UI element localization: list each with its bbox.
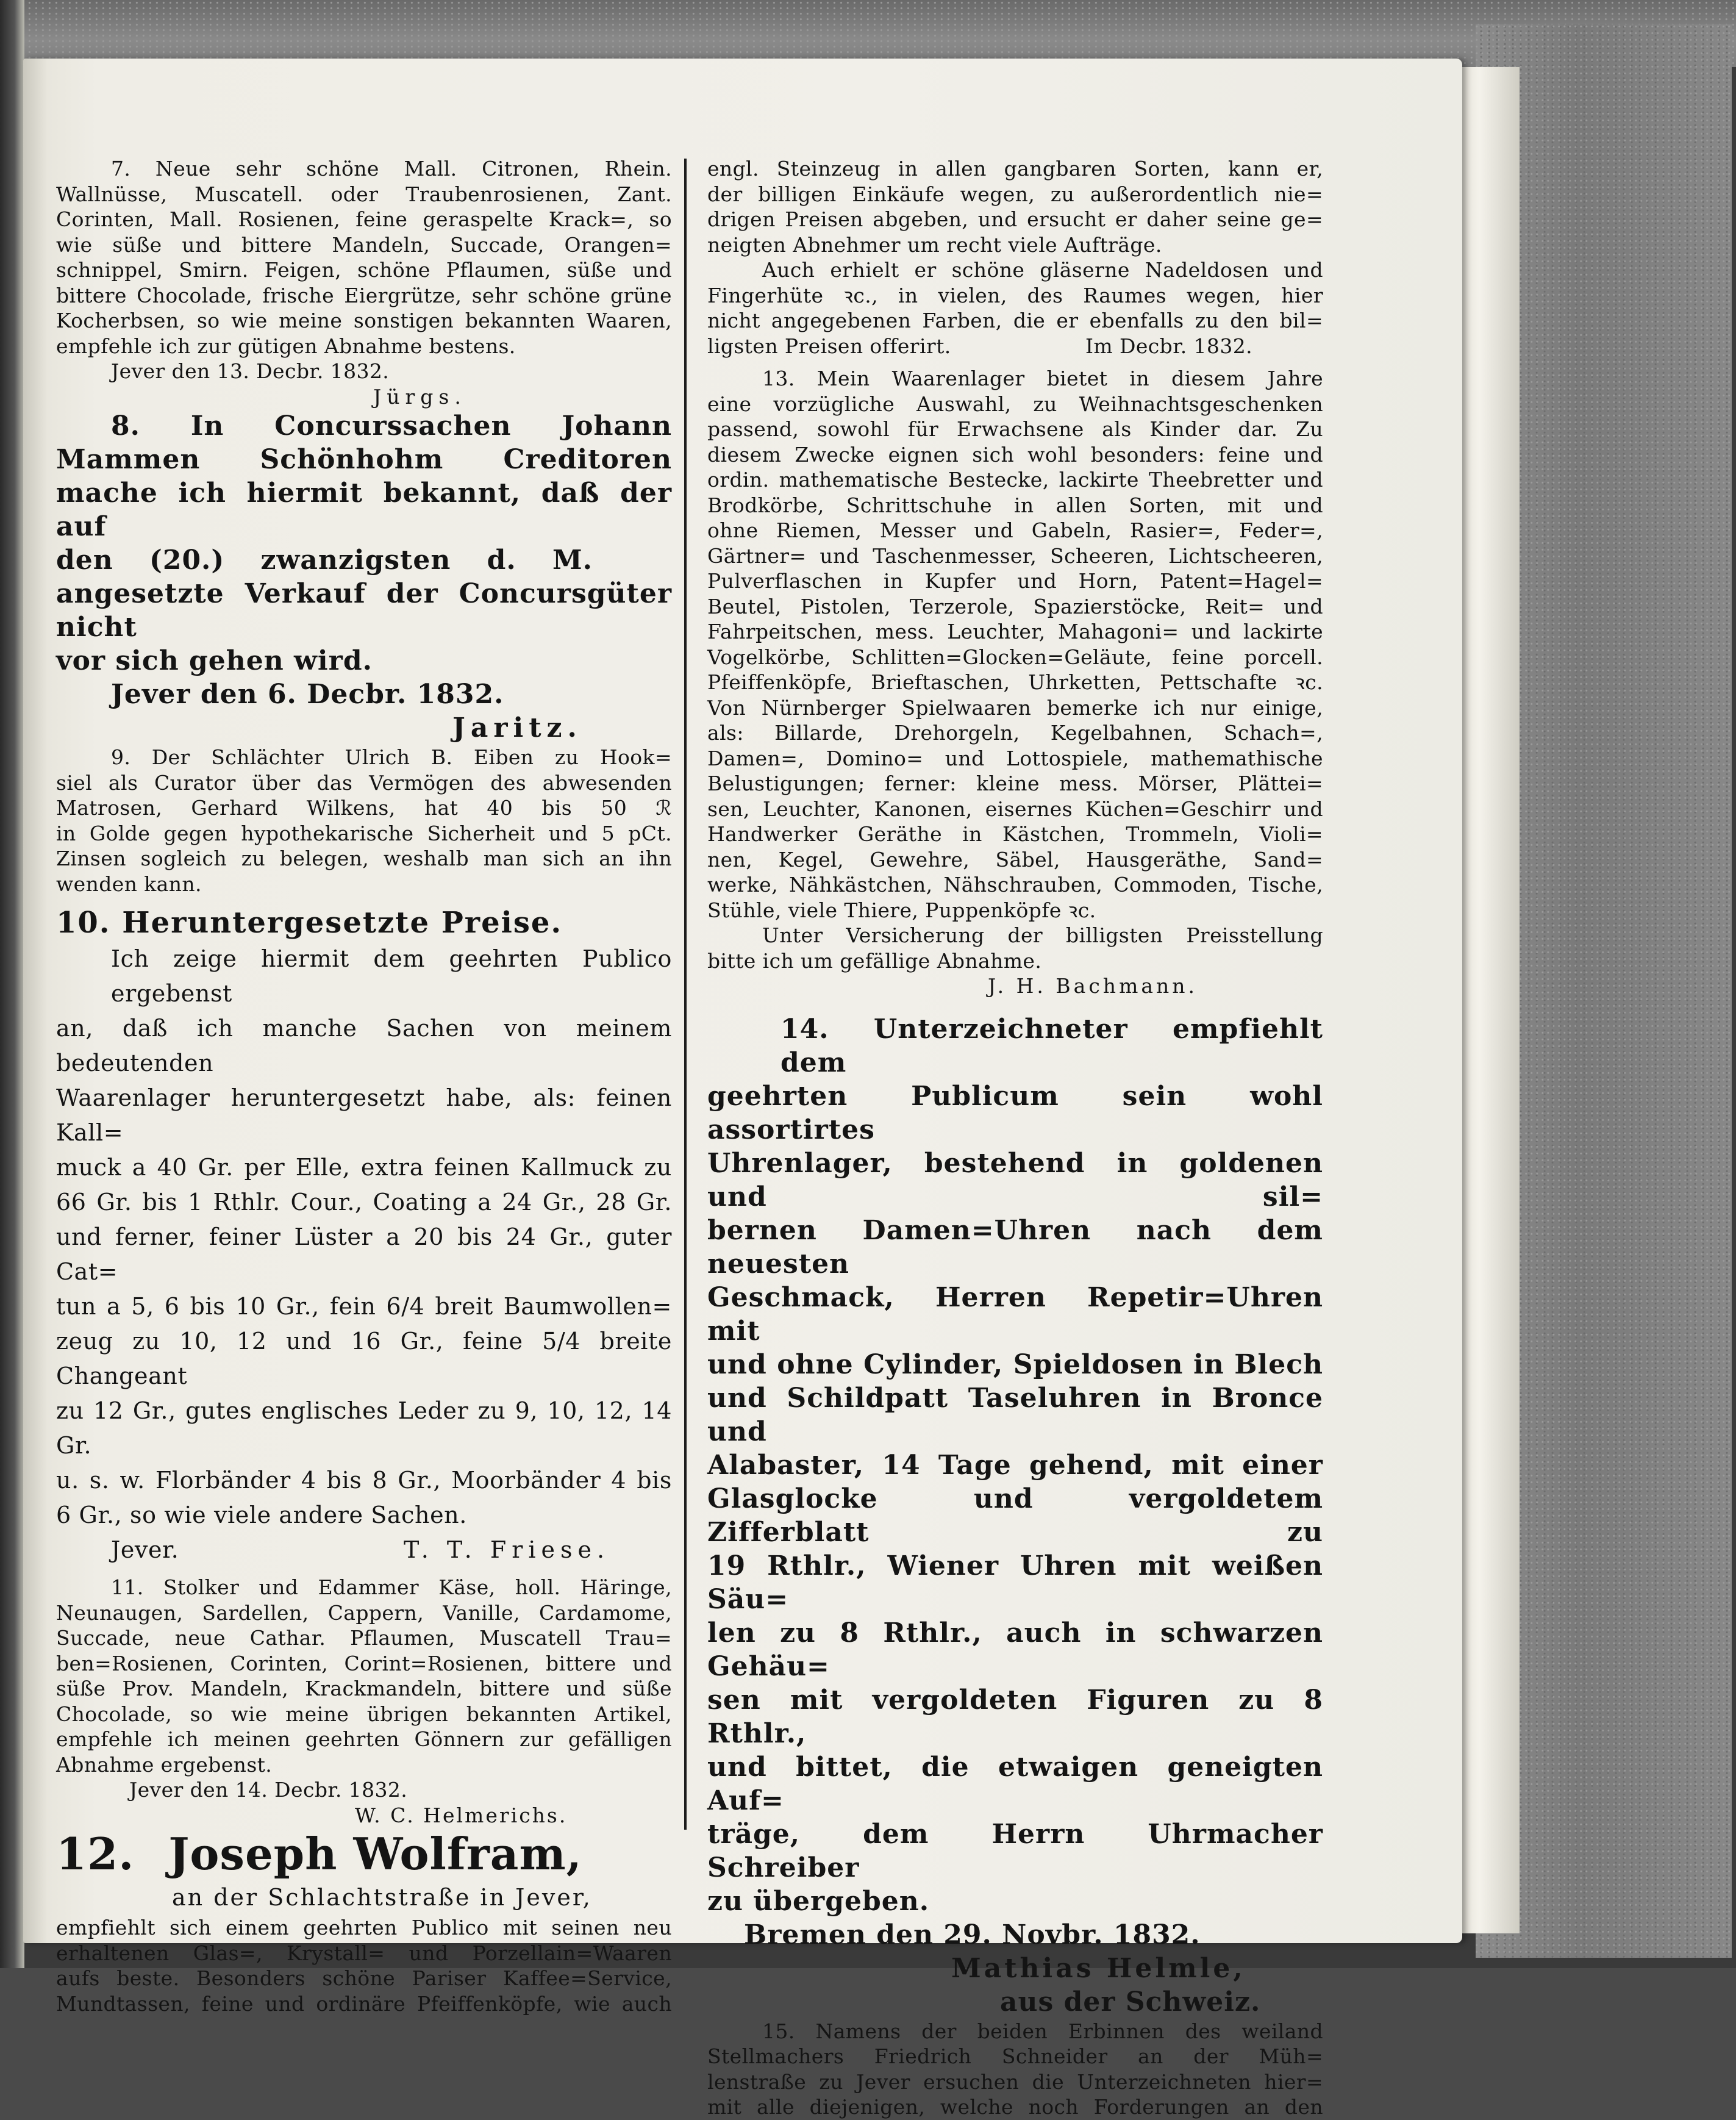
text-line: empfehle ich zur gütigen Abnahme bestens. bbox=[56, 334, 516, 358]
text-line: nen, Kegel, Gewehre, Säbel, Hausgeräthe, Sand= bbox=[707, 847, 1323, 872]
text-line: süße Prov. Mandeln, Krackmandeln, bittere und süße bbox=[56, 1677, 672, 1700]
text-line: mache ich hiermit bekannt, daß der auf bbox=[56, 478, 672, 542]
notice-7 bbox=[56, 156, 672, 409]
notice-date: Jever den 13. Decbr. 1832. bbox=[111, 359, 390, 383]
notice-date: Jever den 14. Decbr. 1832. bbox=[129, 1778, 408, 1802]
text-line: Succade, neue Cathar. Pflaumen, Muscatell Trau= bbox=[56, 1626, 672, 1650]
notice-signature: W. C. Helmerichs. bbox=[355, 1803, 568, 1827]
text-line: 8. In Concurssachen Johann bbox=[111, 410, 672, 442]
text-line: Pfeiffenköpfe, Brieftaschen, Uhrketten, Pettschafte ꝛc. bbox=[707, 670, 1323, 694]
notice-14 bbox=[707, 1012, 1323, 2019]
text-line: Alabaster, 14 Tage gehend, mit einer bbox=[707, 1449, 1323, 1481]
text-line: Fahrpeitschen, mess. Leuchter, Mahagoni= und lackirte bbox=[707, 620, 1323, 643]
text-line: 66 Gr. bis 1 Rthlr. Cour., Coating a 24 Gr., 28 Gr. bbox=[56, 1189, 672, 1216]
text-line: zu 12 Gr., gutes englisches Leder zu 9, 10, 12, 14 Gr. bbox=[56, 1397, 672, 1459]
text-line: len zu 8 Rthlr., auch in schwarzen Gehäu= bbox=[707, 1617, 1323, 1682]
text-line: diesem Zwecke eignen sich wohl besonders: feine und bbox=[707, 442, 1323, 467]
text-line: Damen=, Domino= und Lottospiele, mathemathische bbox=[707, 746, 1323, 770]
text-line: sen mit vergoldeten Figuren zu 8 Rthlr., bbox=[707, 1684, 1323, 1749]
notice-footer bbox=[707, 334, 1323, 359]
right-column bbox=[707, 156, 1323, 2120]
text-line: empfiehlt sich einem geehrten Publico mit seinen neu bbox=[56, 1916, 672, 1939]
notice-10 bbox=[56, 904, 672, 1567]
text-line: ohne Riemen, Messer und Gabeln, Rasier=, Feder=, bbox=[707, 518, 1323, 542]
text-line: als: Billarde, Drehorgeln, Kegelbahnen, Schach=, bbox=[707, 721, 1323, 745]
text-line: neigten Abnehmer um recht viele Aufträge. bbox=[707, 232, 1162, 257]
notice-signature: Jaritz. bbox=[452, 712, 582, 743]
text-line: Waarenlager heruntergesetzt habe, als: feinen Kall= bbox=[56, 1084, 672, 1146]
text-line: träge, dem Herrn Uhrmacher Schreiber bbox=[707, 1818, 1323, 1883]
text-line: eine vorzügliche Auswahl, zu Weihnachtsgeschenken bbox=[707, 392, 1323, 416]
text-line: geehrten Publicum sein wohl assortirtes bbox=[707, 1080, 1323, 1145]
text-line: Corinten, Mall. Rosienen, feine geraspelte Krack=, so bbox=[56, 207, 672, 231]
notice-heading: 10. Heruntergesetzte Preise. bbox=[56, 906, 563, 940]
notice-heading bbox=[56, 1828, 672, 1880]
text-line: Handwerker Geräthe in Kästchen, Trommeln, Violi= bbox=[707, 822, 1323, 846]
text-line: 13. Mein Waarenlager bietet in diesem Jahre bbox=[762, 367, 1323, 390]
text-line: Brodkörbe, Schrittschuhe in allen Sorten, mit und bbox=[707, 493, 1323, 517]
text-line: Fingerhüte ꝛc., in vielen, des Raumes wegen, hier bbox=[707, 283, 1323, 307]
text-line: Unter Versicherung der billigsten Preisstellung bbox=[762, 923, 1323, 947]
text-line: in Golde gegen hypothekarische Sicherheit und 5 pCt. bbox=[56, 821, 672, 845]
text-line: Mundtassen, feine und ordinäre Pfeiffenköpfe, wie auch bbox=[56, 1991, 672, 2016]
text-line: 7. Neue sehr schöne Mall. Citronen, Rhein. bbox=[111, 157, 672, 181]
text-line: wenden kann. bbox=[56, 872, 202, 896]
text-line: Matrosen, Gerhard Wilkens, hat 40 bis 50 ℛ bbox=[56, 796, 672, 820]
text-line: der billigen Einkäufe wegen, zu außerordentlich nie= bbox=[707, 182, 1323, 206]
text-line: nicht angegebenen Farben, die er ebenfalls zu den bil= bbox=[707, 309, 1323, 332]
text-line: Zinsen sogleich zu belegen, weshalb man sich an ihn bbox=[56, 847, 672, 870]
notice-11 bbox=[56, 1575, 672, 1828]
text-line: und ferner, feiner Lüster a 20 bis 24 Gr., guter Cat= bbox=[56, 1223, 672, 1285]
notice-date: Jever den 6. Decbr. 1832. bbox=[111, 679, 504, 710]
text-line: 14. Unterzeichneter empfiehlt dem bbox=[780, 1013, 1323, 1078]
text-line: bernen Damen=Uhren nach dem neuesten bbox=[707, 1214, 1323, 1280]
text-line: engl. Steinzeug in allen gangbaren Sorten, kann er, bbox=[707, 157, 1323, 181]
text-line: Chocolade, so wie meine übrigen bekannten Artikel, bbox=[56, 1702, 672, 1726]
text-line: ordin. mathematische Bestecke, lackirte Theebretter und bbox=[707, 468, 1323, 492]
text-line: Stellmachers Friedrich Schneider an der Müh= bbox=[707, 2044, 1323, 2068]
text-line: und Schildpatt Taseluhren in Bronce und bbox=[707, 1382, 1323, 1447]
text-line: 19 Rthlr., Wiener Uhren mit weißen Säu= bbox=[707, 1550, 1323, 1615]
text-line: passend, sowohl für Erwachsene als Kinder dar. Zu bbox=[707, 417, 1323, 441]
text-line: lenstraße zu Jever ersuchen die Unterzeichneten hier= bbox=[707, 2069, 1323, 2094]
advertiser-name: Joseph Wolfram, bbox=[168, 1828, 582, 1880]
text-line: wie süße und bittere Mandeln, Succade, Orangen= bbox=[56, 232, 672, 257]
text-line: bittere Chocolade, frische Eiergrütze, sehr schöne grüne bbox=[56, 283, 672, 307]
text-line: erhaltenen Glas=, Krystall= und Porzellain=Waaren bbox=[56, 1941, 672, 1965]
left-column bbox=[56, 156, 672, 2016]
text-line: schnippel, Smirn. Feigen, schöne Pflaumen, süße und bbox=[56, 258, 672, 282]
notice-12-continued bbox=[707, 156, 1323, 359]
text-line: angesetzte Verkauf der Concursgüter nicht bbox=[56, 578, 672, 643]
text-line: Glasglocke und vergoldetem Zifferblatt zu bbox=[707, 1483, 1323, 1548]
text-line: Abnahme ergebenst. bbox=[56, 1752, 273, 1777]
text-line: Neunaugen, Sardellen, Cappern, Vanille, Cardamome, bbox=[56, 1600, 672, 1625]
notice-signature: Mathias Helmle, bbox=[951, 1952, 1246, 1984]
text-line: Pulverflaschen in Kupfer und Horn, Patent=Hagel= bbox=[707, 569, 1323, 593]
text-line: an, daß ich manche Sachen von meinem bedeutenden bbox=[56, 1015, 672, 1076]
text-line: aufs beste. Besonders schöne Pariser Kaffee=Service, bbox=[56, 1966, 672, 1990]
notice-place: Jever. bbox=[111, 1536, 179, 1563]
notice-number: 12. bbox=[56, 1828, 135, 1880]
text-line: Von Nürnberger Spielwaaren bemerke ich nur einige, bbox=[707, 695, 1323, 720]
text-line: empfehle ich meinen geehrten Gönnern zur gefälligen bbox=[56, 1727, 672, 1751]
text-line: Wallnüsse, Muscatell. oder Traubenrosienen, Zant. bbox=[56, 182, 672, 206]
notice-signature-origin: aus der Schweiz. bbox=[1000, 1986, 1261, 2018]
text-line: den (20.) zwanzigsten d. M. bbox=[56, 545, 593, 576]
text-line: zu übergeben. bbox=[707, 1885, 930, 1917]
notice-8 bbox=[56, 409, 672, 745]
notice-signature: J. H. Bachmann. bbox=[988, 974, 1198, 998]
text-line: Belustigungen; ferner: kleine mess. Mörser, Plättei= bbox=[707, 772, 1323, 795]
notice-date: Bremen den 29. Novbr. 1832. bbox=[744, 1919, 1201, 1950]
text-line: ben=Rosienen, Corinten, Corint=Rosienen, bittere und bbox=[56, 1651, 672, 1675]
text-line: zeug zu 10, 12 und 16 Gr., feine 5/4 breite Changeant bbox=[56, 1328, 672, 1389]
text-line: mit alle diejenigen, welche noch Forderungen an den bbox=[707, 2095, 1323, 2119]
text-line: ligsten Preisen offerirt. bbox=[707, 334, 951, 358]
text-line: muck a 40 Gr. per Elle, extra feinen Kallmuck zu bbox=[56, 1154, 672, 1181]
advertiser-address: an der Schlachtstraße in Jever, bbox=[172, 1884, 592, 1911]
notice-signature: Jürgs. bbox=[373, 384, 466, 409]
text-line: Ich zeige hiermit dem geehrten Publico ergebenst bbox=[111, 945, 672, 1007]
text-line: Vogelkörbe, Schlitten=Glocken=Geläute, feine porcell. bbox=[707, 645, 1323, 669]
text-line: Auch erhielt er schöne gläserne Nadeldosen und bbox=[762, 258, 1323, 282]
text-line: tun a 5, 6 bis 10 Gr., fein 6/4 breit Baumwollen= bbox=[56, 1293, 672, 1320]
text-line: Geschmack, Herren Repetir=Uhren mit bbox=[707, 1281, 1323, 1347]
text-line: Gärtner= und Taschenmesser, Scheeren, Lichtscheeren, bbox=[707, 543, 1323, 568]
text-line: 11. Stolker und Edammer Käse, holl. Häringe, bbox=[111, 1575, 672, 1599]
notice-signature: T. T. Friese. bbox=[404, 1536, 610, 1563]
text-line: 15. Namens der beiden Erbinnen des weiland bbox=[762, 2019, 1323, 2043]
text-line: werke, Nähkästchen, Nähschrauben, Commoden, Tische, bbox=[707, 873, 1323, 897]
text-line: 6 Gr., so wie viele andere Sachen. bbox=[56, 1502, 467, 1528]
notice-9 bbox=[56, 745, 672, 897]
text-line: sen, Leuchter, Kanonen, eisernes Küchen=Geschirr und bbox=[707, 797, 1323, 821]
text-line: u. s. w. Florbänder 4 bis 8 Gr., Moorbänder 4 bis bbox=[56, 1467, 672, 1494]
book-binding-shadow bbox=[0, 0, 24, 1968]
text-line: Mammen Schönhohm Creditoren bbox=[56, 444, 672, 475]
text-line: und ohne Cylinder, Spieldosen in Blech bbox=[707, 1348, 1323, 1380]
text-line: und bittet, die etwaigen geneigten Auf= bbox=[707, 1751, 1323, 1816]
column-divider bbox=[684, 159, 687, 1830]
text-line: drigen Preisen abgeben, und ersucht er daher seine ge= bbox=[707, 207, 1323, 231]
text-line: Stühle, viele Thiere, Puppenköpfe ꝛc. bbox=[707, 898, 1096, 922]
text-line: siel als Curator über das Vermögen des abwesenden bbox=[56, 770, 672, 795]
notice-12 bbox=[56, 1828, 672, 2016]
notice-13 bbox=[707, 366, 1323, 999]
text-line: bitte ich um gefällige Abnahme. bbox=[707, 948, 1042, 973]
notice-footer bbox=[56, 1533, 672, 1567]
text-line: Uhrenlager, bestehend in goldenen und sil= bbox=[707, 1147, 1323, 1212]
text-line: Kocherbsen, so wie meine sonstigen bekannten Waaren, bbox=[56, 309, 672, 332]
text-line: vor sich gehen wird. bbox=[56, 645, 373, 676]
notice-15 bbox=[707, 2019, 1323, 2120]
text-line: 9. Der Schlächter Ulrich B. Eiben zu Hook= bbox=[111, 745, 672, 769]
text-line: Beutel, Pistolen, Terzerole, Spazierstöcke, Reit= und bbox=[707, 594, 1323, 618]
notice-date: Im Decbr. 1832. bbox=[1085, 334, 1253, 358]
